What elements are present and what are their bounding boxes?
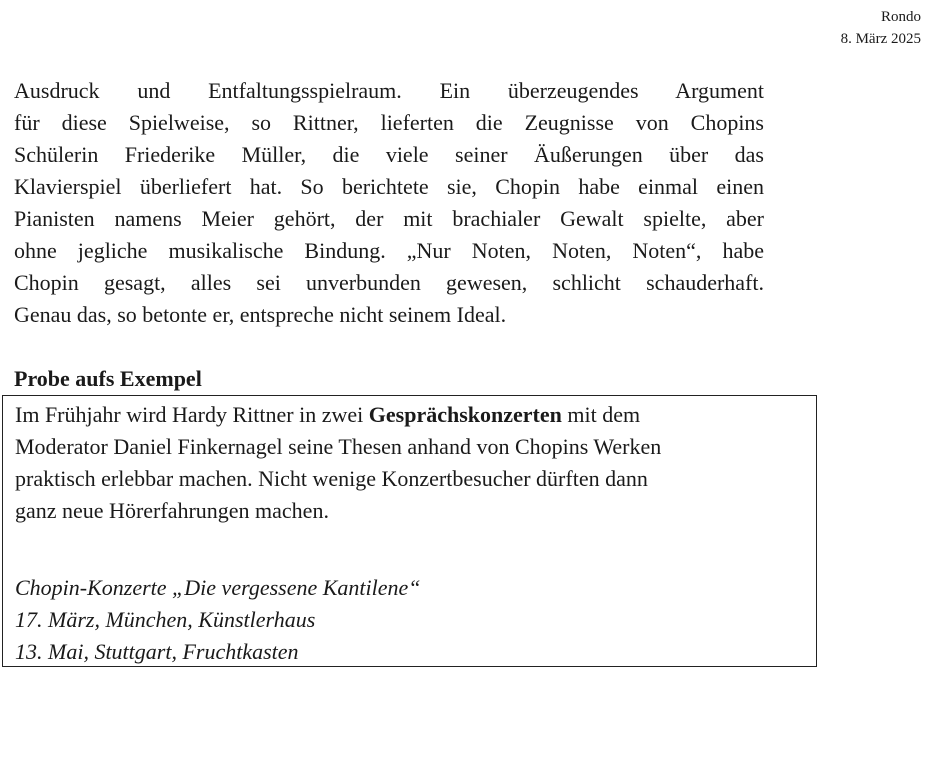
- event-list: [15, 572, 421, 668]
- concert-type-emphasis: Gesprächskonzerten: [368, 402, 562, 427]
- info-box-text-fragment: mit dem: [561, 402, 641, 427]
- paragraph-line: ohne jegliche musikalische Bindung. „Nur Noten, Noten, Noten“, habe: [14, 238, 764, 263]
- paragraph-line: Schülerin Friederike Müller, die viele seiner Äußerungen über das: [14, 142, 764, 167]
- publication-name: Rondo: [880, 9, 921, 25]
- section-heading: Probe aufs Exempel: [14, 366, 202, 391]
- paragraph-line: Genau das, so betonte er, entspreche nicht seinem Ideal.: [14, 302, 507, 327]
- info-box-line: praktisch erlebbar machen. Nicht wenige Konzertbesucher dürften dann: [15, 466, 648, 491]
- event-series-title: Chopin-Konzerte „Die vergessene Kantilene“: [15, 575, 421, 600]
- paragraph-line: Chopin gesagt, alles sei unverbunden gewesen, schlicht schauderhaft.: [14, 270, 764, 295]
- paragraph-line: Klavierspiel überliefert hat. So berichtete sie, Chopin habe einmal einen: [14, 174, 764, 199]
- event-item: 13. Mai, Stuttgart, Fruchtkasten: [15, 639, 299, 664]
- paragraph-line: für diese Spielweise, so Rittner, lieferten die Zeugnisse von Chopins: [14, 110, 764, 135]
- info-box: [2, 395, 817, 667]
- info-box-line: [15, 399, 805, 431]
- paragraph-line: Pianisten namens Meier gehört, der mit brachialer Gewalt spielte, aber: [14, 206, 764, 231]
- event-item: 17. März, München, Künstlerhaus: [15, 607, 316, 632]
- info-box-text: [15, 399, 805, 527]
- page-header: [841, 6, 921, 50]
- info-box-line: ganz neue Hörerfahrungen machen.: [15, 498, 329, 523]
- article-paragraph: [14, 75, 764, 331]
- publication-date: 8. März 2025: [840, 31, 921, 47]
- paragraph-line: Ausdruck und Entfaltungsspielraum. Ein überzeugendes Argument: [14, 78, 764, 103]
- info-box-line: Moderator Daniel Finkernagel seine Thesen anhand von Chopins Werken: [15, 434, 662, 459]
- info-box-text-fragment: Im Frühjahr wird Hardy Rittner in zwei: [15, 402, 369, 427]
